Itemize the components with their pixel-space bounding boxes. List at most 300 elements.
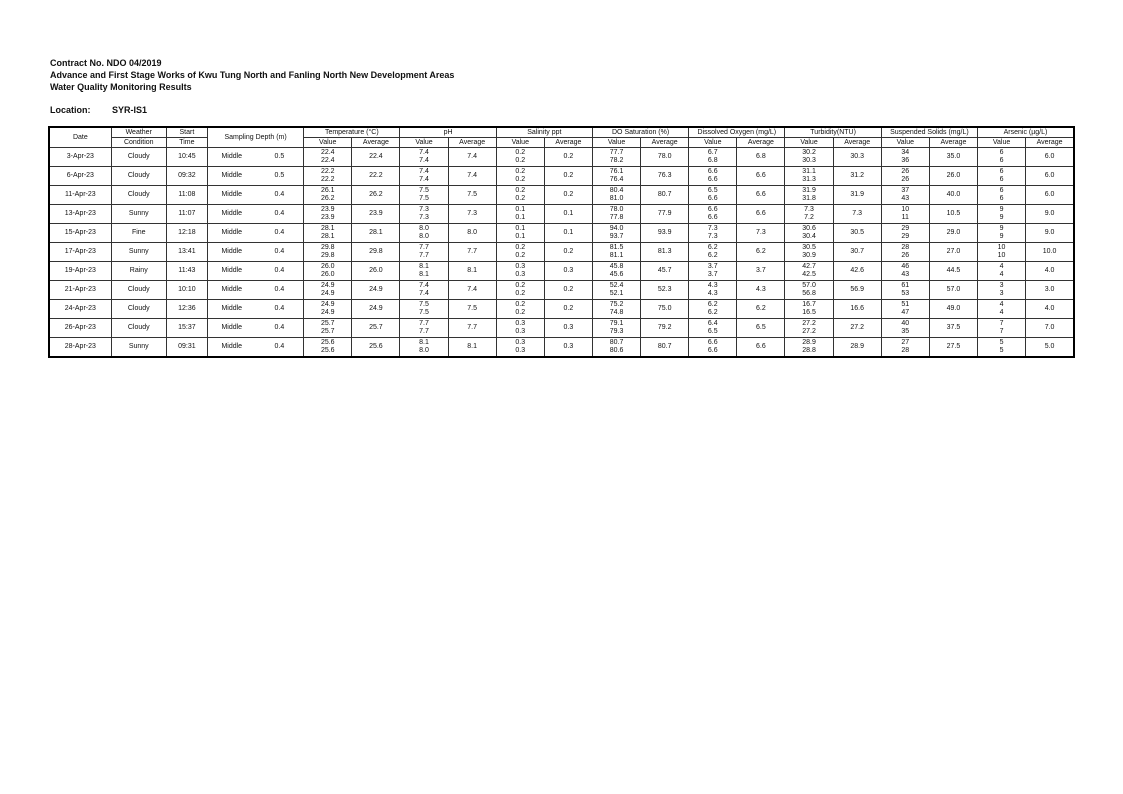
cell-values [689,262,737,281]
table-row [49,167,1074,186]
cell-value-1: 28.9 [802,338,816,346]
cell-average: 6.6 [737,338,785,358]
location-value: SYR-IS1 [112,105,148,115]
cell-value-2: 76.4 [609,176,624,183]
table-row [49,186,1074,205]
cell-value-1: 26 [901,167,910,175]
cell-values [400,281,448,300]
cell-value-2: 9 [999,214,1004,221]
cell-values [785,224,833,243]
cell-value-1: 3.7 [707,262,718,270]
cell-sampling-level: Middle [207,224,255,243]
table-row [49,281,1074,300]
cell-values [304,300,352,319]
cell-values [304,205,352,224]
cell-value-2: 8.0 [419,233,429,240]
cell-values [689,338,737,358]
cell-value-2: 29 [901,233,910,240]
cell-value-2: 6.6 [707,176,718,183]
cell-average: 25.6 [352,338,400,358]
cell-start-time: 15:37 [166,319,207,338]
cell-value-2: 77.8 [609,214,624,221]
cell-sampling-level: Middle [207,148,255,167]
cell-values [496,300,544,319]
cell-average: 0.2 [544,300,592,319]
cell-values [978,224,1026,243]
cell-values [400,243,448,262]
subcol-average: Average [448,138,496,148]
cell-value-1: 6.6 [707,338,718,346]
cell-values [689,186,737,205]
col-arsenic: Arsenic (µg/L) [978,127,1075,138]
cell-value-2: 27.2 [802,328,816,335]
cell-values [304,224,352,243]
cell-value-1: 10 [901,205,910,213]
col-date: Date [49,127,111,148]
cell-values [978,243,1026,262]
cell-sampling-depth: 0.4 [256,281,304,300]
cell-average: 37.5 [929,319,977,338]
cell-values [881,243,929,262]
cell-value-1: 7.5 [419,300,429,308]
cell-value-2: 26 [901,176,910,183]
cell-value-1: 77.7 [609,148,624,156]
cell-average: 3.7 [737,262,785,281]
cell-average: 23.9 [352,205,400,224]
cell-average: 7.5 [448,300,496,319]
table-header [49,127,1074,148]
subcol-average: Average [544,138,592,148]
cell-date: 15-Apr-23 [49,224,111,243]
cell-value-2: 43 [901,195,910,202]
subcol-value: Value [978,138,1026,148]
cell-value-1: 81.5 [609,243,624,251]
cell-average: 52.3 [641,281,689,300]
cell-value-1: 30.2 [802,148,816,156]
cell-weather: Cloudy [111,319,166,338]
cell-values [592,186,640,205]
table-row [49,300,1074,319]
cell-value-1: 25.6 [320,338,335,346]
cell-value-1: 25.7 [320,319,335,327]
location-line [50,105,147,115]
cell-average: 25.7 [352,319,400,338]
cell-date: 6-Apr-23 [49,167,111,186]
cell-values [592,338,640,358]
col-suspended-solids: Suspended Solids (mg/L) [881,127,977,138]
cell-values [304,319,352,338]
cell-value-1: 9 [999,224,1004,232]
cell-value-2: 42.5 [802,271,816,278]
cell-value-2: 0.1 [515,233,526,240]
subcol-value: Value [400,138,448,148]
cell-values [978,281,1026,300]
cell-value-1: 6.2 [707,300,718,308]
cell-average: 22.2 [352,167,400,186]
cell-value-1: 23.9 [320,205,335,213]
cell-value-2: 36 [901,157,910,164]
table-row [49,262,1074,281]
cell-value-2: 24.9 [320,309,335,316]
cell-sampling-level: Middle [207,300,255,319]
subcol-value: Value [496,138,544,148]
cell-average: 6.6 [737,186,785,205]
cell-value-2: 22.4 [320,157,335,164]
cell-value-2: 29.8 [320,252,335,259]
cell-values [881,205,929,224]
cell-value-1: 7.4 [419,167,429,175]
cell-values [978,300,1026,319]
cell-sampling-level: Middle [207,281,255,300]
cell-value-1: 7.7 [419,319,429,327]
cell-average: 27.2 [833,319,881,338]
cell-value-1: 80.4 [609,186,624,194]
table-row [49,148,1074,167]
cell-average: 22.4 [352,148,400,167]
cell-average: 49.0 [929,300,977,319]
cell-values [304,281,352,300]
cell-value-1: 75.2 [609,300,624,308]
cell-weather: Cloudy [111,167,166,186]
cell-value-1: 26.1 [320,186,335,194]
cell-values [592,148,640,167]
cell-average: 7.4 [448,148,496,167]
cell-values [592,205,640,224]
cell-values [785,148,833,167]
cell-values [881,338,929,358]
cell-value-2: 78.2 [609,157,624,164]
cell-value-1: 6.4 [707,319,718,327]
cell-value-1: 0.2 [515,281,526,289]
cell-date: 19-Apr-23 [49,262,111,281]
cell-average: 44.5 [929,262,977,281]
col-turbidity: Turbidity(NTU) [785,127,881,138]
cell-value-2: 53 [901,290,910,297]
cell-average: 29.0 [929,224,977,243]
cell-values [496,205,544,224]
cell-start-time: 10:45 [166,148,207,167]
col-weather: Weather [111,127,166,138]
cell-values [881,281,929,300]
cell-value-2: 6.2 [707,252,718,259]
cell-value-2: 52.1 [609,290,624,297]
cell-average: 0.2 [544,148,592,167]
cell-value-1: 42.7 [802,262,816,270]
cell-value-2: 24.9 [320,290,335,297]
cell-average: 76.3 [641,167,689,186]
cell-value-2: 79.3 [609,328,624,335]
cell-value-2: 56.8 [802,290,816,297]
cell-value-1: 7.3 [419,205,429,213]
cell-value-1: 22.2 [320,167,335,175]
cell-value-2: 8.1 [419,271,429,278]
cell-value-2: 11 [901,214,909,221]
cell-average: 9.0 [1026,205,1074,224]
cell-value-2: 7.7 [419,252,429,259]
cell-value-1: 29.8 [320,243,335,251]
cell-average: 75.0 [641,300,689,319]
cell-value-2: 6.5 [707,328,718,335]
report-title: Water Quality Monitoring Results [50,82,192,92]
cell-value-2: 25.6 [320,347,335,354]
cell-average: 0.3 [544,338,592,358]
cell-value-2: 0.2 [515,195,526,202]
cell-values [400,205,448,224]
cell-value-1: 4.3 [707,281,718,289]
cell-value-2: 0.2 [515,290,526,297]
cell-values [592,300,640,319]
cell-date: 3-Apr-23 [49,148,111,167]
cell-values [785,338,833,358]
cell-value-1: 7.4 [419,148,429,156]
subcol-average: Average [833,138,881,148]
cell-values [689,300,737,319]
cell-value-1: 52.4 [609,281,624,289]
cell-values [304,243,352,262]
cell-average: 7.4 [448,281,496,300]
cell-values [689,319,737,338]
cell-weather: Sunny [111,243,166,262]
cell-average: 28.9 [833,338,881,358]
cell-average: 35.0 [929,148,977,167]
cell-start-time: 12:36 [166,300,207,319]
cell-values [400,262,448,281]
cell-values [881,262,929,281]
cell-values [304,338,352,358]
cell-value-2: 4 [999,271,1004,278]
cell-value-1: 0.3 [515,319,526,327]
cell-value-2: 6 [999,157,1004,164]
cell-average: 26.0 [352,262,400,281]
cell-value-1: 37 [901,186,910,194]
cell-values [978,167,1026,186]
cell-average: 16.6 [833,300,881,319]
cell-average: 10.0 [1026,243,1074,262]
table-row [49,319,1074,338]
table-body [49,148,1074,358]
cell-weather: Cloudy [111,186,166,205]
cell-value-1: 3 [999,281,1004,289]
cell-average: 57.0 [929,281,977,300]
col-dissolved-oxygen: Dissolved Oxygen (mg/L) [689,127,785,138]
cell-average: 6.8 [737,148,785,167]
cell-average: 30.3 [833,148,881,167]
cell-values [496,243,544,262]
cell-value-1: 0.2 [515,300,526,308]
cell-average: 28.1 [352,224,400,243]
cell-values [400,167,448,186]
cell-value-2: 28 [901,347,910,354]
cell-value-1: 7.3 [707,224,718,232]
cell-sampling-depth: 0.4 [256,300,304,319]
cell-date: 17-Apr-23 [49,243,111,262]
cell-average: 7.7 [448,319,496,338]
cell-values [304,167,352,186]
cell-date: 11-Apr-23 [49,186,111,205]
cell-sampling-depth: 0.4 [256,243,304,262]
cell-start-time: 13:41 [166,243,207,262]
cell-sampling-depth: 0.4 [256,262,304,281]
cell-sampling-depth: 0.4 [256,224,304,243]
cell-value-2: 10 [997,252,1006,259]
cell-average: 7.5 [448,186,496,205]
cell-value-2: 31.3 [802,176,816,183]
cell-values [881,186,929,205]
cell-sampling-level: Middle [207,319,255,338]
cell-value-2: 93.7 [609,233,624,240]
cell-value-1: 0.2 [515,148,526,156]
cell-sampling-level: Middle [207,205,255,224]
cell-value-1: 8.0 [419,224,429,232]
cell-sampling-depth: 0.4 [256,319,304,338]
cell-sampling-level: Middle [207,186,255,205]
cell-value-2: 6 [999,176,1004,183]
cell-average: 56.9 [833,281,881,300]
cell-value-1: 0.3 [515,338,526,346]
cell-value-1: 0.3 [515,262,526,270]
cell-value-2: 6.6 [707,347,718,354]
cell-average: 4.0 [1026,300,1074,319]
cell-average: 24.9 [352,300,400,319]
cell-values [592,243,640,262]
cell-value-1: 6 [999,186,1004,194]
cell-average: 42.6 [833,262,881,281]
cell-value-2: 7.7 [419,328,429,335]
cell-average: 6.0 [1026,167,1074,186]
cell-date: 24-Apr-23 [49,300,111,319]
cell-value-1: 78.0 [609,205,624,213]
cell-values [592,281,640,300]
cell-values [785,281,833,300]
cell-value-2: 16.5 [802,309,816,316]
cell-value-2: 3 [999,290,1004,297]
cell-value-2: 7.3 [707,233,718,240]
cell-value-1: 79.1 [609,319,624,327]
cell-value-1: 0.2 [515,167,526,175]
cell-value-1: 0.1 [515,224,526,232]
cell-values [496,262,544,281]
cell-value-1: 28.1 [320,224,335,232]
cell-value-2: 26.2 [320,195,335,202]
cell-value-1: 7 [999,319,1004,327]
cell-values [785,167,833,186]
cell-sampling-level: Middle [207,262,255,281]
cell-average: 81.3 [641,243,689,262]
cell-start-time: 11:43 [166,262,207,281]
subcol-value: Value [689,138,737,148]
cell-average: 8.1 [448,262,496,281]
cell-value-1: 6.6 [707,167,718,175]
cell-values [400,186,448,205]
cell-value-2: 26.0 [320,271,335,278]
cell-values [978,205,1026,224]
cell-values [881,224,929,243]
col-temperature: Temperature (°C) [304,127,400,138]
cell-average: 30.7 [833,243,881,262]
cell-value-2: 6.2 [707,309,718,316]
cell-weather: Fine [111,224,166,243]
cell-value-1: 6.2 [707,243,718,251]
cell-value-2: 43 [901,271,910,278]
cell-values [689,281,737,300]
cell-value-2: 0.1 [515,214,526,221]
cell-weather: Rainy [111,262,166,281]
cell-value-2: 47 [901,309,910,316]
cell-average: 3.0 [1026,281,1074,300]
cell-values [978,148,1026,167]
cell-average: 5.0 [1026,338,1074,358]
cell-value-2: 7.4 [419,157,429,164]
cell-value-1: 4 [999,262,1004,270]
cell-value-2: 7.4 [419,290,429,297]
cell-value-1: 28 [901,243,910,251]
cell-values [785,262,833,281]
cell-values [496,319,544,338]
cell-average: 7.7 [448,243,496,262]
cell-date: 21-Apr-23 [49,281,111,300]
cell-average: 27.0 [929,243,977,262]
subcol-average: Average [641,138,689,148]
cell-values [304,148,352,167]
cell-values [785,319,833,338]
cell-average: 0.2 [544,281,592,300]
cell-average: 40.0 [929,186,977,205]
cell-value-1: 8.1 [419,338,429,346]
cell-value-1: 61 [901,281,910,289]
report-header [50,57,454,93]
cell-value-2: 0.2 [515,309,526,316]
table-row [49,205,1074,224]
cell-values [400,300,448,319]
cell-average: 0.2 [544,167,592,186]
table-row [49,338,1074,358]
cell-value-2: 7.5 [419,309,429,316]
subcol-average: Average [352,138,400,148]
project-title: Advance and First Stage Works of Kwu Tung North and Fanling North New Development Areas [50,70,455,80]
col-start-2: Time [166,138,207,148]
cell-sampling-depth: 0.4 [256,205,304,224]
cell-values [304,262,352,281]
cell-value-2: 6.6 [707,214,718,221]
col-weather-2: Condition [111,138,166,148]
subcol-value: Value [881,138,929,148]
cell-average: 24.9 [352,281,400,300]
cell-weather: Sunny [111,338,166,358]
cell-average: 7.4 [448,167,496,186]
cell-average: 7.3 [833,205,881,224]
water-quality-table [48,126,1075,358]
cell-value-1: 30.6 [802,224,816,232]
cell-value-1: 24.9 [320,300,335,308]
cell-value-1: 31.1 [802,167,816,175]
cell-sampling-depth: 0.5 [256,148,304,167]
cell-values [496,186,544,205]
cell-average: 6.0 [1026,148,1074,167]
cell-value-2: 74.8 [609,309,624,316]
cell-value-1: 76.1 [609,167,624,175]
cell-value-2: 28.1 [320,233,335,240]
cell-value-2: 0.2 [515,252,526,259]
cell-value-2: 7.5 [419,195,429,202]
cell-sampling-level: Middle [207,338,255,358]
cell-average: 78.0 [641,148,689,167]
cell-value-1: 0.2 [515,243,526,251]
cell-value-1: 10 [997,243,1006,251]
cell-value-1: 7.3 [804,205,814,213]
cell-values [785,205,833,224]
cell-value-2: 6 [999,195,1004,202]
cell-value-1: 9 [999,205,1004,213]
